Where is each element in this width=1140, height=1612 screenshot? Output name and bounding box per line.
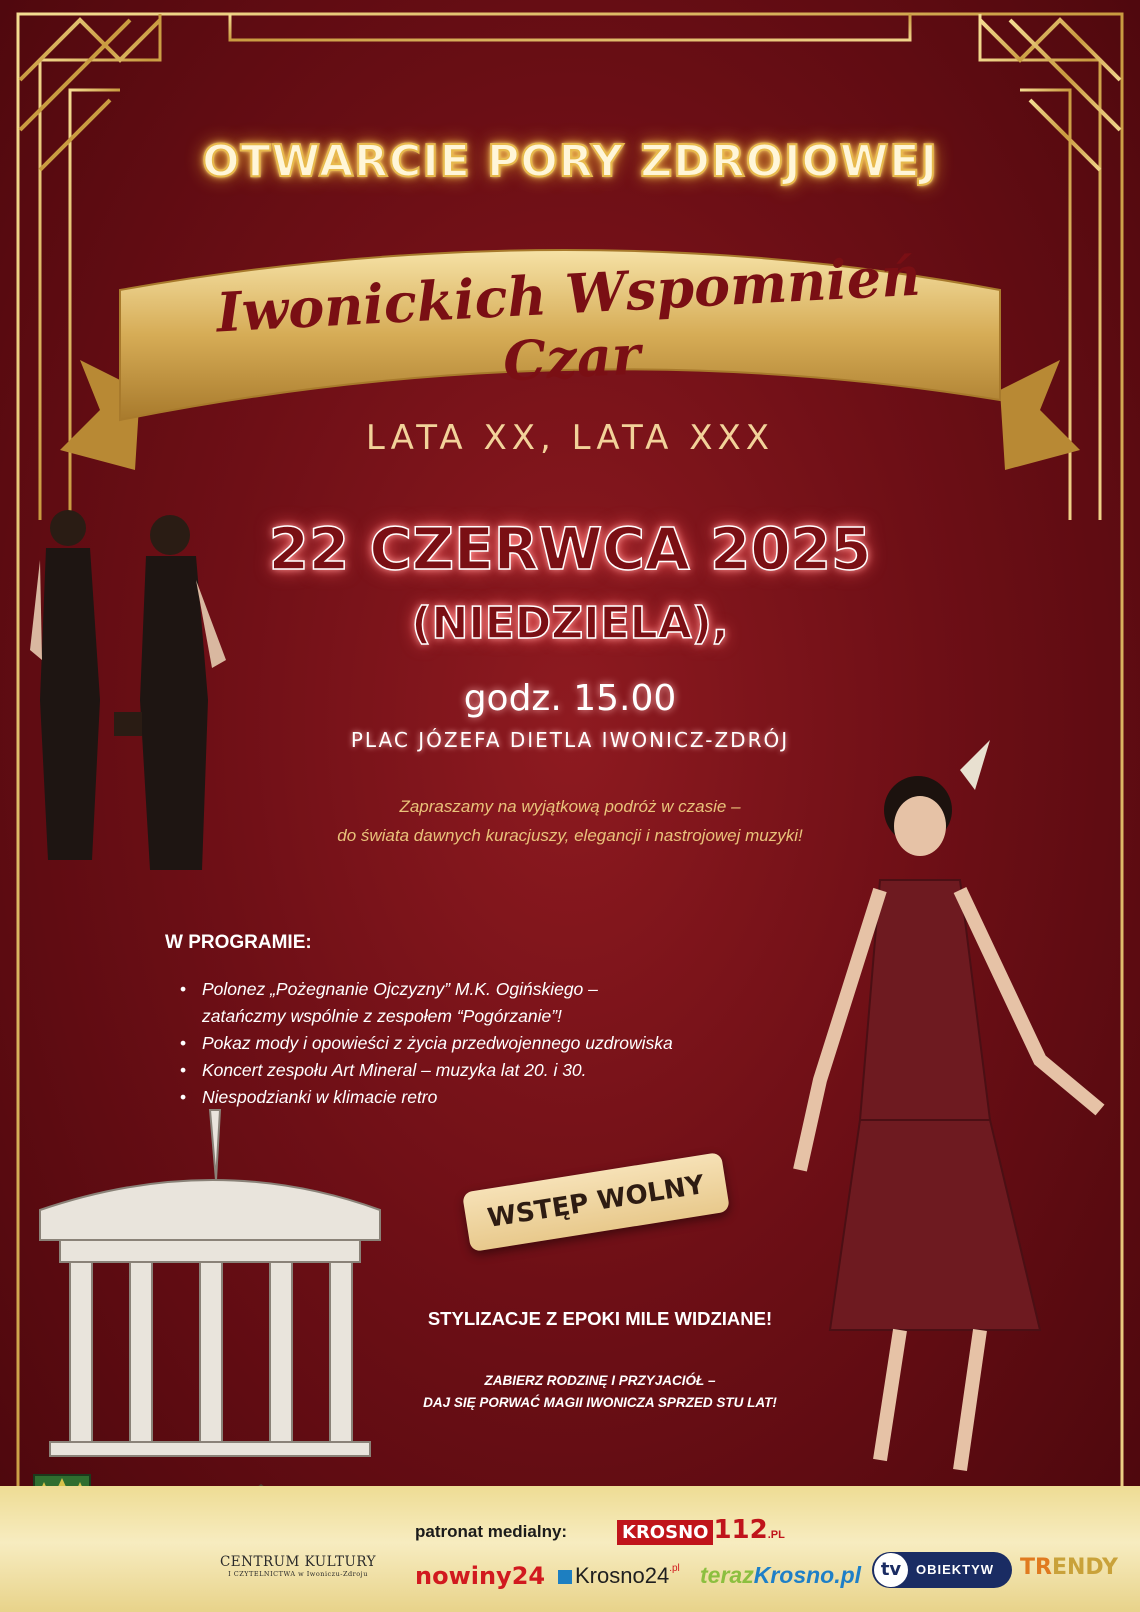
event-date: 22 CZERWCA 2025 <box>268 515 872 583</box>
tv-obiektyw-logo: tv OBIEKTYW <box>872 1552 1012 1588</box>
krosno24-logo: $Krosno24^{.pl}$ <box>558 1563 680 1589</box>
program-heading: W PROGRAMIE: <box>165 932 312 953</box>
invitation-line: do świata dawnych kuracjuszy, elegancji i nastrojowej muzyki! <box>337 826 803 845</box>
family-note-line: DAJ SIĘ PORWAĆ MAGII IWONICZA SPRZED STU LAT! <box>423 1395 777 1410</box>
program-item: • Koncert zespołu Art Mineral – muzyka lat 20. i 30. <box>180 1057 740 1084</box>
event-place: PLAC JÓZEFA DIETLA IWONICZ-ZDRÓJ <box>350 728 790 752</box>
program-list <box>180 976 740 1111</box>
free-entry-label: WSTĘP WOLNY <box>485 1170 707 1234</box>
event-weekday: (NIEDZIELA), <box>411 598 729 649</box>
centrum-kultury-logo: CENTRUM KULTURY I CZYTELNICTWA w Iwoniczu-Zdroju <box>219 1554 377 1578</box>
era-subtitle: LATA XX, LATA XXX <box>365 418 775 458</box>
trendy-logo: TRENDY <box>1020 1555 1118 1580</box>
event-time: godz. 15.00 <box>463 678 677 719</box>
program-item: • Polonez „Pożegnanie Ojczyzny” M.K. Ogińskiego – zatańczmy wspólnie z zespołem “Pogórzanie”! <box>180 976 740 1030</box>
media-patronage-label: patronat medialny: <box>415 1522 568 1541</box>
invitation-text <box>240 792 900 850</box>
event-title: OTWARCIE PORY ZDROJOWEJ <box>202 136 938 187</box>
family-note-line: ZABIERZ RODZINĘ I PRZYJACIÓŁ – <box>484 1373 716 1388</box>
invitation-line: Zapraszamy na wyjątkową podróż w czasie – <box>399 797 741 816</box>
ribbon-heading: Iwonickich Wspomnień Czar <box>214 243 922 394</box>
family-invite-note <box>340 1370 860 1414</box>
krosno112-logo: KROSNO 112.PL <box>617 1515 785 1545</box>
dress-code-note: STYLIZACJE Z EPOKI MILE WIDZIANE! <box>427 1308 773 1329</box>
teraz-krosno-logo: terazKrosno.pl <box>700 1562 862 1588</box>
pavilion-illustration <box>40 1110 380 1456</box>
program-item: • Niespodzianki w klimacie retro <box>180 1084 740 1111</box>
sponsor-band <box>0 1486 1140 1612</box>
program-item: • Pokaz mody i opowieści z życia przedwojennego uzdrowiska <box>180 1030 740 1057</box>
nowiny24-logo: nowiny24 <box>415 1562 546 1590</box>
